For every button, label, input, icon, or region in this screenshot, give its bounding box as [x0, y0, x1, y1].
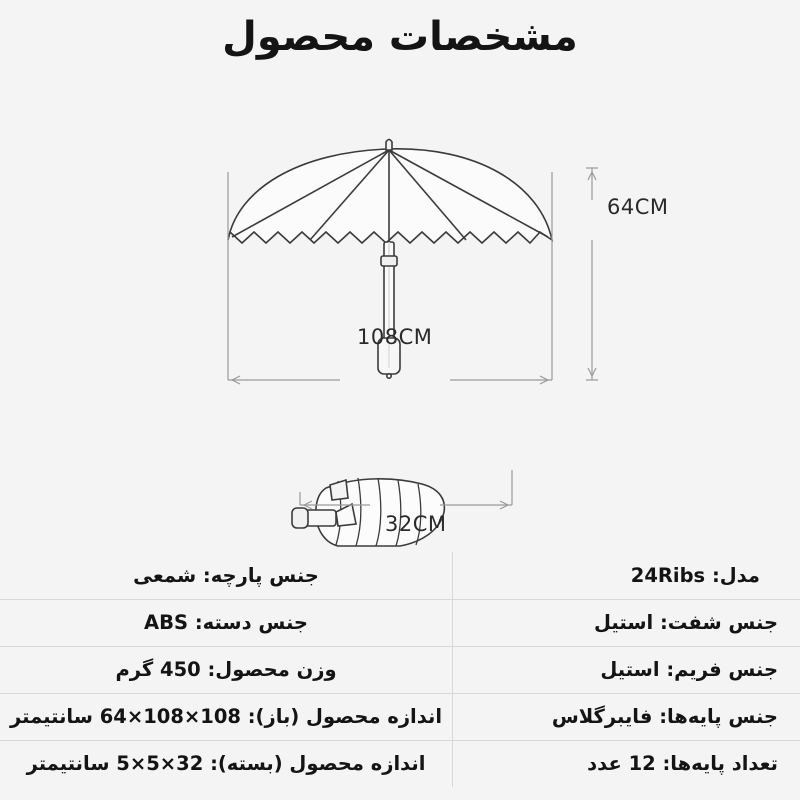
table-row — [0, 693, 800, 740]
spec-handle-material: جنس دسته: ABS — [0, 599, 453, 646]
height-dimension-bracket — [586, 168, 598, 380]
width-dimension-label: 108CM — [357, 325, 433, 349]
spec-size-closed: اندازه محصول (بسته): 32×5×5 سانتیمتر — [0, 740, 453, 787]
umbrella-diagram-svg — [0, 80, 800, 550]
dimension-diagram — [0, 80, 800, 550]
spec-rib-material: جنس پایه‌ها: فایبرگلاس — [551, 705, 778, 728]
spec-model: مدل: 24Ribs — [630, 563, 760, 587]
page-title: مشخصات محصول — [222, 14, 578, 60]
closed-width-dimension-label: 32CM — [385, 512, 447, 536]
table-row — [0, 599, 800, 646]
table-row — [0, 740, 800, 787]
spec-frame-material: جنس فریم: استیل — [600, 658, 778, 681]
specifications-table — [0, 552, 800, 787]
table-row — [0, 552, 800, 599]
table-row — [0, 646, 800, 693]
spec-rib-count: تعداد پایه‌ها: 12 عدد — [587, 752, 778, 776]
spec-size-open: اندازه محصول (باز): 108×108×64 سانتیمتر — [0, 693, 453, 740]
spec-weight: وزن محصول: 450 گرم — [0, 646, 453, 693]
spec-fabric-material: جنس پارچه: شمعی — [0, 552, 453, 599]
height-dimension-label: 64CM — [607, 195, 669, 219]
spec-shaft-material: جنس شفت: استیل — [594, 611, 778, 634]
